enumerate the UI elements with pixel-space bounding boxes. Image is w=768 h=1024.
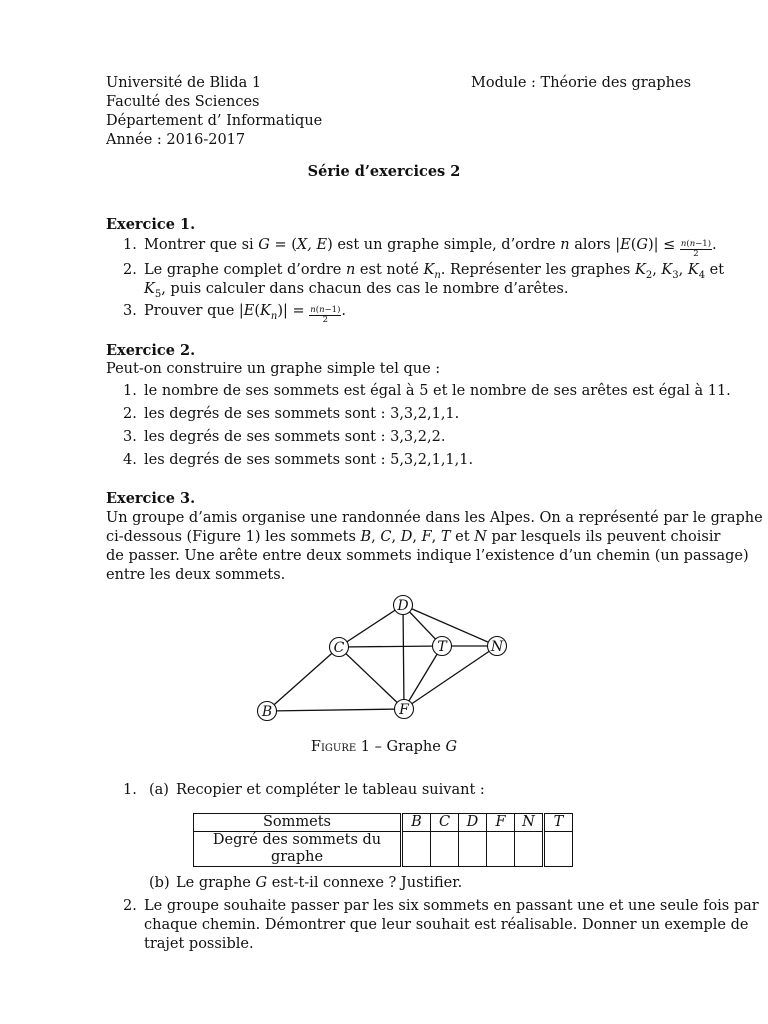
figure-caption: Figure 1 – Graphe G <box>310 739 458 755</box>
graph-vertices <box>258 596 507 721</box>
ex2-item-3-text: les degrés de ses sommets sont : 3,3,2,2. <box>144 429 446 445</box>
ex3-heading: Exercice 3. <box>106 490 196 507</box>
ex2-item-3-num: 3. <box>123 429 137 445</box>
table-cell <box>515 832 544 867</box>
table-col-B: B <box>402 814 431 832</box>
ex3-para-line-1: Un groupe d’amis organise une randonnée dans les Alpes. On a représenté par le graphe <box>106 510 763 526</box>
ex3-para-line-2: ci-dessous (Figure 1) les sommets B, C, D, F, T et N par lesquels ils peuvent choisir <box>106 529 721 545</box>
ex2-heading: Exercice 2. <box>106 342 196 359</box>
ex1-item-2-num: 2. <box>123 262 137 278</box>
table-col-D: D <box>459 814 487 832</box>
ex3-q1-num: 1. <box>123 782 137 798</box>
edge-D-F <box>403 605 404 709</box>
table-row1-label: Sommets <box>194 814 402 832</box>
table-cell <box>402 832 431 867</box>
ex1-heading: Exercice 1. <box>106 216 196 233</box>
ex2-intro: Peut-on construire un graphe simple tel que : <box>106 361 441 377</box>
vertex-C <box>330 638 349 657</box>
header-department: Département d’ Informatique <box>106 113 323 129</box>
table-cell <box>431 832 459 867</box>
ex3-q2-line-1: Le groupe souhaite passer par les six sommets en passant une et une seule fois par <box>144 898 759 914</box>
header-faculty: Faculté des Sciences <box>106 94 260 110</box>
table-col-C: C <box>431 814 459 832</box>
svg-text:F: F <box>399 702 409 718</box>
svg-text:N: N <box>490 639 504 655</box>
ex2-item-2-num: 2. <box>123 406 137 422</box>
ex3-q2-num: 2. <box>123 898 137 914</box>
header-university: Université de Blida 1 <box>106 75 262 91</box>
edge-T-F <box>404 646 442 709</box>
svg-text:B: B <box>261 704 273 720</box>
ex3-q1b-label: (b) <box>149 875 170 891</box>
graph-edges <box>267 605 497 711</box>
vertex-N <box>488 637 507 656</box>
ex1-item-2-text: Le graphe complet d’ordre n est noté $K_n$. Représenter les graphes $K_2$, $K_3$, $K_4$ et <box>144 262 725 281</box>
table-row2-label: Degré des sommets du graphe <box>194 832 402 867</box>
edge-C-F <box>339 647 404 709</box>
table-col-N: N <box>515 814 544 832</box>
header-year: Année : 2016-2017 <box>106 132 246 148</box>
ex3-q1b-text: Le graphe G est-t-il connexe ? Justifier. <box>176 875 463 891</box>
table-row <box>194 814 573 832</box>
ex1-item-1-num: 1. <box>123 237 137 253</box>
edge-N-F <box>404 646 497 709</box>
ex2-item-1-num: 1. <box>123 383 137 399</box>
ex2-item-4-num: 4. <box>123 452 137 468</box>
header-module: Module : Théorie des graphes <box>471 75 692 91</box>
vertex-B <box>258 702 277 721</box>
page-title: Série d’exercices 2 <box>307 163 461 180</box>
ex3-q1a-text: Recopier et compléter le tableau suivant : <box>176 782 485 798</box>
ex3-para-line-4: entre les deux sommets. <box>106 567 286 583</box>
ex2-item-4-text: les degrés de ses sommets sont : 5,3,2,1,1,1. <box>144 452 474 468</box>
table-row <box>194 832 573 867</box>
ex3-q2-line-3: trajet possible. <box>144 936 254 952</box>
vertex-F <box>395 700 414 719</box>
table-cell <box>544 832 573 867</box>
ex3-para-line-3: de passer. Une arête entre deux sommets indique l’existence d’un chemin (un passage) <box>106 548 749 564</box>
edge-D-N <box>403 605 497 646</box>
ex2-item-1-text: le nombre de ses sommets est égal à 5 et le nombre de ses arêtes est égal à 11. <box>144 383 731 399</box>
edge-B-F <box>267 709 404 711</box>
table-cell <box>487 832 515 867</box>
svg-text:D: D <box>397 598 409 614</box>
edge-C-T <box>339 646 442 647</box>
vertex-D <box>394 596 413 615</box>
table-col-T: T <box>544 814 573 832</box>
degree-table <box>193 813 573 867</box>
edge-D-C <box>339 605 403 647</box>
svg-text:C: C <box>333 640 345 656</box>
table-col-F: F <box>487 814 515 832</box>
ex1-item-1-text: Montrer que si G = (X, E) est un graphe simple, d’ordre n alors |E(G)| ≤ $\frac{n(n-1)}{2}$ . <box>144 237 717 259</box>
edge-C-B <box>267 647 339 711</box>
ex2-item-2-text: les degrés de ses sommets sont : 3,3,2,1,1. <box>144 406 460 422</box>
vertex-T <box>433 637 452 656</box>
svg-text:T: T <box>437 639 447 655</box>
graph-figure <box>250 590 520 725</box>
ex1-item-3-num: 3. <box>123 303 137 319</box>
ex3-q1a-label: (a) <box>149 782 169 798</box>
ex3-q2-line-2: chaque chemin. Démontrer que leur souhait est réalisable. Donner un exemple de <box>144 917 749 933</box>
table-cell <box>459 832 487 867</box>
ex1-item-3-text: Prouver que $|E(K_n)|$ = $\frac{n(n-1)}{2}$ . <box>144 303 347 325</box>
